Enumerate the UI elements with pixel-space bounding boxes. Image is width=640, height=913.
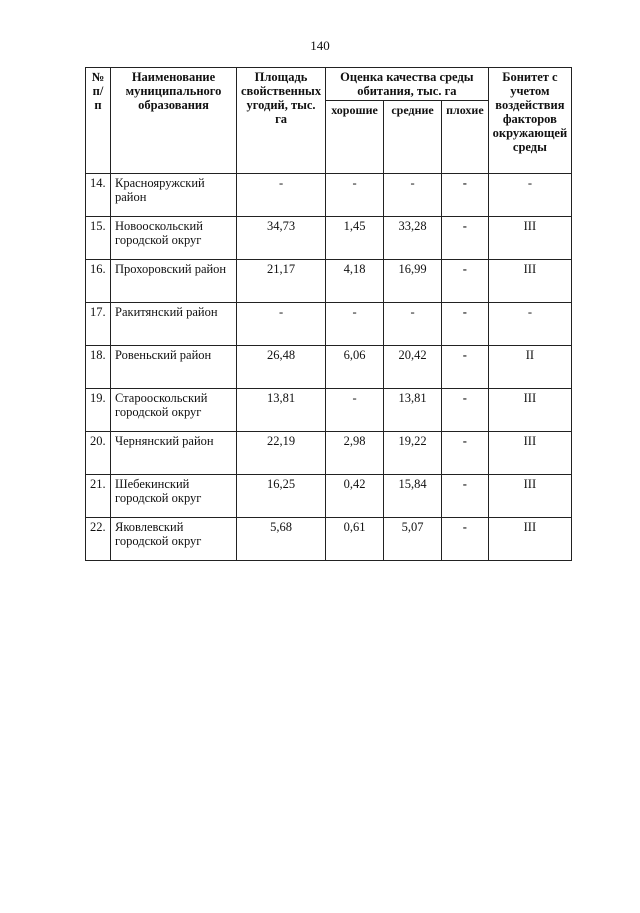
- row-name: Новооскольский городской округ: [111, 217, 237, 260]
- row-medium: 16,99: [384, 260, 442, 303]
- header-quality: Оценка качества среды обитания, тыс. га: [326, 68, 489, 101]
- row-bad: -: [442, 475, 489, 518]
- row-number: 15.: [86, 217, 111, 260]
- row-bonitet: III: [488, 260, 571, 303]
- row-medium: 33,28: [384, 217, 442, 260]
- row-number: 20.: [86, 432, 111, 475]
- row-name: Ровеньский район: [111, 346, 237, 389]
- row-medium: 5,07: [384, 518, 442, 561]
- row-name: Краснояружский район: [111, 174, 237, 217]
- table-row: [86, 174, 572, 217]
- table-row: [86, 389, 572, 432]
- row-bad: -: [442, 217, 489, 260]
- header-area: Площадь свойственных угодий, тыс. га: [237, 68, 326, 174]
- table-row: [86, 346, 572, 389]
- row-bonitet: -: [488, 303, 571, 346]
- row-good: 0,61: [326, 518, 384, 561]
- header-name: Наименование муниципального образования: [111, 68, 237, 174]
- row-area: 22,19: [237, 432, 326, 475]
- page-number: 140: [310, 38, 330, 53]
- row-area: 26,48: [237, 346, 326, 389]
- row-number: 17.: [86, 303, 111, 346]
- row-bonitet: III: [488, 475, 571, 518]
- row-bonitet: -: [488, 174, 571, 217]
- row-area: 5,68: [237, 518, 326, 561]
- row-good: 4,18: [326, 260, 384, 303]
- row-medium: 15,84: [384, 475, 442, 518]
- header-good: хорошие: [326, 101, 384, 174]
- row-bad: -: [442, 346, 489, 389]
- row-number: 18.: [86, 346, 111, 389]
- row-number: 22.: [86, 518, 111, 561]
- row-bonitet: III: [488, 217, 571, 260]
- row-area: 13,81: [237, 389, 326, 432]
- row-good: 6,06: [326, 346, 384, 389]
- row-medium: 19,22: [384, 432, 442, 475]
- row-name: Прохоровский район: [111, 260, 237, 303]
- row-medium: 13,81: [384, 389, 442, 432]
- row-bonitet: III: [488, 389, 571, 432]
- table-row: [86, 217, 572, 260]
- row-good: 1,45: [326, 217, 384, 260]
- header-bonitet: Бонитет с учетом воздействия факторов окружающей среды: [488, 68, 571, 174]
- row-bad: -: [442, 303, 489, 346]
- row-good: -: [326, 303, 384, 346]
- row-name: Чернянский район: [111, 432, 237, 475]
- row-bonitet: III: [488, 432, 571, 475]
- row-medium: -: [384, 303, 442, 346]
- row-good: 0,42: [326, 475, 384, 518]
- row-number: 21.: [86, 475, 111, 518]
- row-name: Шебекинский городской округ: [111, 475, 237, 518]
- row-area: -: [237, 303, 326, 346]
- header-num: № п/п: [86, 68, 111, 174]
- table-row: [86, 475, 572, 518]
- row-name: Старооскольский городской округ: [111, 389, 237, 432]
- table-row: [86, 518, 572, 561]
- table-row: [86, 260, 572, 303]
- row-bad: -: [442, 518, 489, 561]
- row-name: Яковлевский городской округ: [111, 518, 237, 561]
- table-row: [86, 432, 572, 475]
- header-bad: плохие: [442, 101, 489, 174]
- row-area: -: [237, 174, 326, 217]
- row-good: -: [326, 174, 384, 217]
- row-bad: -: [442, 174, 489, 217]
- row-bonitet: II: [488, 346, 571, 389]
- row-medium: 20,42: [384, 346, 442, 389]
- row-area: 21,17: [237, 260, 326, 303]
- row-name: Ракитянский район: [111, 303, 237, 346]
- row-good: -: [326, 389, 384, 432]
- row-bad: -: [442, 260, 489, 303]
- row-area: 34,73: [237, 217, 326, 260]
- row-good: 2,98: [326, 432, 384, 475]
- quality-table: [85, 67, 572, 561]
- header-medium: средние: [384, 101, 442, 174]
- row-number: 19.: [86, 389, 111, 432]
- row-area: 16,25: [237, 475, 326, 518]
- row-bonitet: III: [488, 518, 571, 561]
- row-number: 14.: [86, 174, 111, 217]
- row-medium: -: [384, 174, 442, 217]
- table-row: [86, 303, 572, 346]
- row-bad: -: [442, 432, 489, 475]
- row-bad: -: [442, 389, 489, 432]
- row-number: 16.: [86, 260, 111, 303]
